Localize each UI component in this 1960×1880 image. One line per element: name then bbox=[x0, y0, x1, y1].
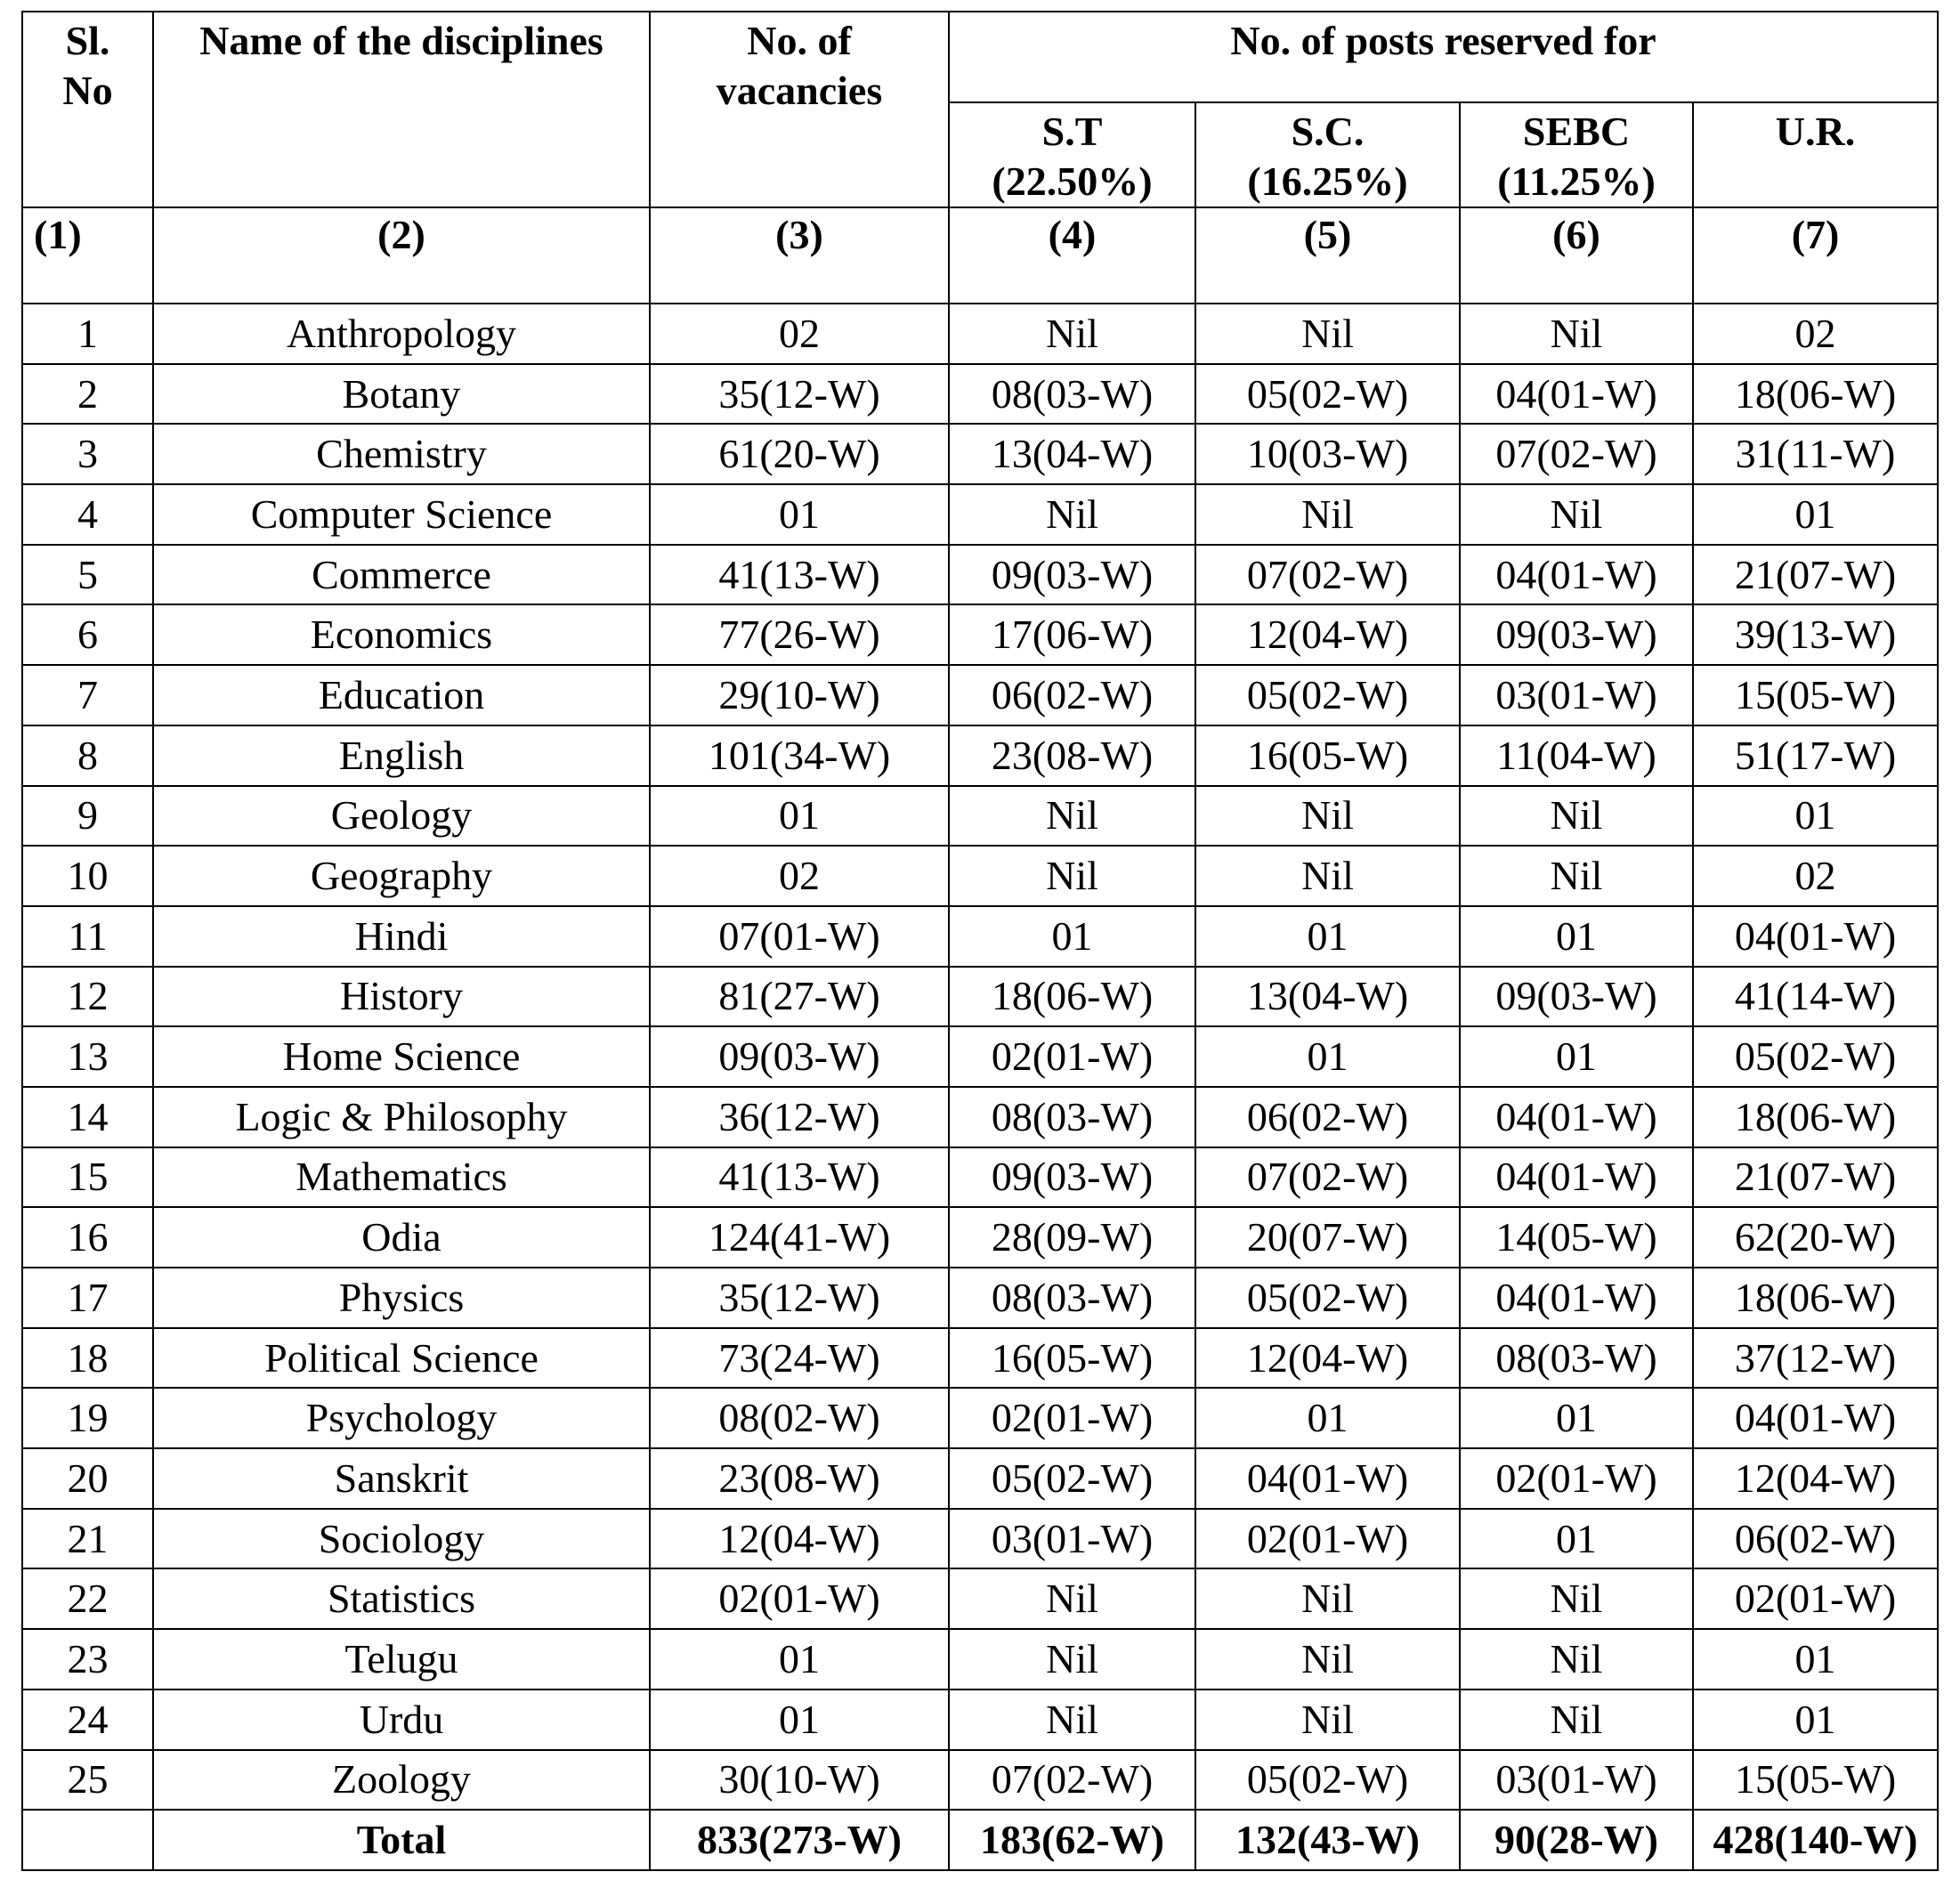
sebc-cell: 04(01-W) bbox=[1460, 364, 1693, 425]
vacancies-cell: 41(13-W) bbox=[650, 545, 949, 605]
total-sl-no-cell bbox=[22, 1810, 153, 1870]
vacancies-cell: 101(34-W) bbox=[650, 725, 949, 786]
ur-cell: 02 bbox=[1693, 846, 1938, 906]
total-st-cell: 183(62-W) bbox=[949, 1810, 1195, 1870]
ur-cell: 18(06-W) bbox=[1693, 364, 1938, 425]
header-ur: U.R. bbox=[1693, 102, 1938, 207]
discipline-cell: Hindi bbox=[153, 906, 650, 967]
vacancies-cell: 124(41-W) bbox=[650, 1207, 949, 1268]
sebc-cell: 11(04-W) bbox=[1460, 725, 1693, 786]
sl-no-cell: 2 bbox=[22, 364, 153, 425]
st-cell: 17(06-W) bbox=[949, 604, 1195, 665]
sc-cell: 10(03-W) bbox=[1195, 424, 1460, 484]
sebc-cell: 01 bbox=[1460, 906, 1693, 967]
sc-cell: 06(02-W) bbox=[1195, 1087, 1460, 1147]
sc-cell: 01 bbox=[1195, 1026, 1460, 1087]
vacancies-cell: 36(12-W) bbox=[650, 1087, 949, 1147]
sl-no-cell: 15 bbox=[22, 1147, 153, 1208]
ur-cell: 31(11-W) bbox=[1693, 424, 1938, 484]
ur-cell: 18(06-W) bbox=[1693, 1268, 1938, 1328]
total-sebc-cell: 90(28-W) bbox=[1460, 1810, 1693, 1870]
col-number: (6) bbox=[1460, 207, 1693, 304]
sl-no-cell: 1 bbox=[22, 304, 153, 364]
st-cell: 18(06-W) bbox=[949, 967, 1195, 1027]
ur-cell: 05(02-W) bbox=[1693, 1026, 1938, 1087]
ur-cell: 02(01-W) bbox=[1693, 1568, 1938, 1629]
vacancies-cell: 41(13-W) bbox=[650, 1147, 949, 1208]
vacancies-cell: 73(24-W) bbox=[650, 1328, 949, 1389]
sl-no-cell: 20 bbox=[22, 1448, 153, 1509]
discipline-cell: Computer Science bbox=[153, 484, 650, 545]
table-row bbox=[22, 725, 1938, 786]
table-row bbox=[22, 786, 1938, 847]
vacancies-cell: 29(10-W) bbox=[650, 665, 949, 725]
sl-no-cell: 7 bbox=[22, 665, 153, 725]
sl-no-cell: 5 bbox=[22, 545, 153, 605]
sc-cell: Nil bbox=[1195, 786, 1460, 847]
discipline-cell: Logic & Philosophy bbox=[153, 1087, 650, 1147]
sebc-cell: 09(03-W) bbox=[1460, 604, 1693, 665]
table-row bbox=[22, 1568, 1938, 1629]
sc-cell: 12(04-W) bbox=[1195, 1328, 1460, 1389]
sebc-cell: 07(02-W) bbox=[1460, 424, 1693, 484]
col-number: (7) bbox=[1693, 207, 1938, 304]
header-st: S.T (22.50%) bbox=[949, 102, 1195, 207]
total-row bbox=[22, 1810, 1938, 1870]
sebc-cell: Nil bbox=[1460, 304, 1693, 364]
vacancies-cell: 09(03-W) bbox=[650, 1026, 949, 1087]
sc-cell: Nil bbox=[1195, 1690, 1460, 1750]
header-sl-no: Sl. No bbox=[22, 12, 153, 207]
vacancy-reservation-table bbox=[21, 11, 1939, 1871]
sc-cell: 02(01-W) bbox=[1195, 1509, 1460, 1569]
sl-no-cell: 9 bbox=[22, 786, 153, 847]
total-vacancies-cell: 833(273-W) bbox=[650, 1810, 949, 1870]
table-row bbox=[22, 364, 1938, 425]
vacancies-cell: 02 bbox=[650, 846, 949, 906]
sc-cell: 01 bbox=[1195, 906, 1460, 967]
discipline-cell: Chemistry bbox=[153, 424, 650, 484]
discipline-cell: Commerce bbox=[153, 545, 650, 605]
ur-cell: 15(05-W) bbox=[1693, 665, 1938, 725]
st-cell: 08(03-W) bbox=[949, 364, 1195, 425]
sebc-cell: 01 bbox=[1460, 1026, 1693, 1087]
sc-cell: 05(02-W) bbox=[1195, 364, 1460, 425]
sc-cell: 13(04-W) bbox=[1195, 967, 1460, 1027]
sebc-cell: 04(01-W) bbox=[1460, 1147, 1693, 1208]
header-vacancies: No. of vacancies bbox=[650, 12, 949, 207]
vacancies-cell: 77(26-W) bbox=[650, 604, 949, 665]
discipline-cell: Urdu bbox=[153, 1690, 650, 1750]
discipline-cell: Botany bbox=[153, 364, 650, 425]
sl-no-cell: 12 bbox=[22, 967, 153, 1027]
st-cell: 28(09-W) bbox=[949, 1207, 1195, 1268]
st-cell: 23(08-W) bbox=[949, 725, 1195, 786]
st-cell: 03(01-W) bbox=[949, 1509, 1195, 1569]
table-row bbox=[22, 665, 1938, 725]
table-row bbox=[22, 484, 1938, 545]
vacancies-cell: 35(12-W) bbox=[650, 1268, 949, 1328]
st-cell: Nil bbox=[949, 1629, 1195, 1690]
table-row bbox=[22, 1388, 1938, 1448]
sc-cell: 05(02-W) bbox=[1195, 1750, 1460, 1811]
sc-cell: 16(05-W) bbox=[1195, 725, 1460, 786]
table-row bbox=[22, 1087, 1938, 1147]
sc-cell: Nil bbox=[1195, 1629, 1460, 1690]
col-number: (4) bbox=[949, 207, 1195, 304]
sl-no-cell: 4 bbox=[22, 484, 153, 545]
col-number: (3) bbox=[650, 207, 949, 304]
ur-cell: 01 bbox=[1693, 1690, 1938, 1750]
sl-no-cell: 19 bbox=[22, 1388, 153, 1448]
sc-cell: 04(01-W) bbox=[1195, 1448, 1460, 1509]
sl-no-cell: 23 bbox=[22, 1629, 153, 1690]
st-cell: Nil bbox=[949, 304, 1195, 364]
ur-cell: 62(20-W) bbox=[1693, 1207, 1938, 1268]
table-row bbox=[22, 424, 1938, 484]
st-cell: 09(03-W) bbox=[949, 1147, 1195, 1208]
table-row bbox=[22, 846, 1938, 906]
sl-no-cell: 11 bbox=[22, 906, 153, 967]
ur-cell: 02 bbox=[1693, 304, 1938, 364]
sebc-cell: Nil bbox=[1460, 1629, 1693, 1690]
sl-no-cell: 6 bbox=[22, 604, 153, 665]
discipline-cell: Economics bbox=[153, 604, 650, 665]
vacancies-cell: 01 bbox=[650, 1690, 949, 1750]
vacancies-cell: 23(08-W) bbox=[650, 1448, 949, 1509]
ur-cell: 12(04-W) bbox=[1693, 1448, 1938, 1509]
discipline-cell: Education bbox=[153, 665, 650, 725]
header-reserved-for: No. of posts reserved for bbox=[949, 12, 1938, 102]
st-cell: 13(04-W) bbox=[949, 424, 1195, 484]
discipline-cell: Odia bbox=[153, 1207, 650, 1268]
vacancies-cell: 01 bbox=[650, 786, 949, 847]
sc-cell: 07(02-W) bbox=[1195, 1147, 1460, 1208]
sl-no-cell: 14 bbox=[22, 1087, 153, 1147]
ur-cell: 21(07-W) bbox=[1693, 545, 1938, 605]
discipline-cell: Zoology bbox=[153, 1750, 650, 1811]
table-row bbox=[22, 906, 1938, 967]
ur-cell: 21(07-W) bbox=[1693, 1147, 1938, 1208]
vacancies-cell: 02 bbox=[650, 304, 949, 364]
sl-no-cell: 18 bbox=[22, 1328, 153, 1389]
sl-no-cell: 3 bbox=[22, 424, 153, 484]
total-sc-cell: 132(43-W) bbox=[1195, 1810, 1460, 1870]
discipline-cell: Sociology bbox=[153, 1509, 650, 1569]
vacancies-cell: 35(12-W) bbox=[650, 364, 949, 425]
ur-cell: 01 bbox=[1693, 1629, 1938, 1690]
ur-cell: 01 bbox=[1693, 786, 1938, 847]
sl-no-cell: 22 bbox=[22, 1568, 153, 1629]
st-cell: 08(03-W) bbox=[949, 1268, 1195, 1328]
discipline-cell: Mathematics bbox=[153, 1147, 650, 1208]
sl-no-cell: 24 bbox=[22, 1690, 153, 1750]
ur-cell: 39(13-W) bbox=[1693, 604, 1938, 665]
st-cell: 01 bbox=[949, 906, 1195, 967]
sl-no-cell: 17 bbox=[22, 1268, 153, 1328]
table-row bbox=[22, 545, 1938, 605]
ur-cell: 01 bbox=[1693, 484, 1938, 545]
st-cell: 06(02-W) bbox=[949, 665, 1195, 725]
total-ur-cell: 428(140-W) bbox=[1693, 1810, 1938, 1870]
table-row bbox=[22, 967, 1938, 1027]
col-number: (1) bbox=[22, 207, 153, 304]
sebc-cell: 03(01-W) bbox=[1460, 665, 1693, 725]
sc-cell: 20(07-W) bbox=[1195, 1207, 1460, 1268]
ur-cell: 04(01-W) bbox=[1693, 1388, 1938, 1448]
sl-no-cell: 13 bbox=[22, 1026, 153, 1087]
table-row bbox=[22, 604, 1938, 665]
vacancies-cell: 30(10-W) bbox=[650, 1750, 949, 1811]
discipline-cell: Sanskrit bbox=[153, 1448, 650, 1509]
sebc-cell: Nil bbox=[1460, 786, 1693, 847]
vacancies-cell: 61(20-W) bbox=[650, 424, 949, 484]
sl-no-cell: 8 bbox=[22, 725, 153, 786]
table-row bbox=[22, 1448, 1938, 1509]
st-cell: 05(02-W) bbox=[949, 1448, 1195, 1509]
sebc-cell: 04(01-W) bbox=[1460, 545, 1693, 605]
discipline-cell: History bbox=[153, 967, 650, 1027]
st-cell: 09(03-W) bbox=[949, 545, 1195, 605]
sebc-cell: Nil bbox=[1460, 1568, 1693, 1629]
vacancies-cell: 81(27-W) bbox=[650, 967, 949, 1027]
ur-cell: 37(12-W) bbox=[1693, 1328, 1938, 1389]
sl-no-cell: 16 bbox=[22, 1207, 153, 1268]
sebc-cell: 02(01-W) bbox=[1460, 1448, 1693, 1509]
vacancies-cell: 08(02-W) bbox=[650, 1388, 949, 1448]
sc-cell: 05(02-W) bbox=[1195, 665, 1460, 725]
sebc-cell: 09(03-W) bbox=[1460, 967, 1693, 1027]
sebc-cell: 03(01-W) bbox=[1460, 1750, 1693, 1811]
sc-cell: 05(02-W) bbox=[1195, 1268, 1460, 1328]
discipline-cell: Telugu bbox=[153, 1629, 650, 1690]
st-cell: 08(03-W) bbox=[949, 1087, 1195, 1147]
total-discipline-cell: Total bbox=[153, 1810, 650, 1870]
discipline-cell: Home Science bbox=[153, 1026, 650, 1087]
sebc-cell: Nil bbox=[1460, 846, 1693, 906]
ur-cell: 41(14-W) bbox=[1693, 967, 1938, 1027]
sebc-cell: 14(05-W) bbox=[1460, 1207, 1693, 1268]
sl-no-cell: 25 bbox=[22, 1750, 153, 1811]
sebc-cell: 04(01-W) bbox=[1460, 1268, 1693, 1328]
st-cell: Nil bbox=[949, 786, 1195, 847]
table-row bbox=[22, 1629, 1938, 1690]
vacancies-cell: 01 bbox=[650, 1629, 949, 1690]
st-cell: 02(01-W) bbox=[949, 1026, 1195, 1087]
sebc-cell: 08(03-W) bbox=[1460, 1328, 1693, 1389]
vacancies-cell: 02(01-W) bbox=[650, 1568, 949, 1629]
table-row bbox=[22, 1268, 1938, 1328]
sc-cell: 07(02-W) bbox=[1195, 545, 1460, 605]
sebc-cell: 01 bbox=[1460, 1388, 1693, 1448]
header-discipline: Name of the disciplines bbox=[153, 12, 650, 207]
sebc-cell: Nil bbox=[1460, 1690, 1693, 1750]
sc-cell: Nil bbox=[1195, 1568, 1460, 1629]
sl-no-cell: 21 bbox=[22, 1509, 153, 1569]
sc-cell: Nil bbox=[1195, 304, 1460, 364]
sc-cell: Nil bbox=[1195, 484, 1460, 545]
sl-no-cell: 10 bbox=[22, 846, 153, 906]
ur-cell: 04(01-W) bbox=[1693, 906, 1938, 967]
sc-cell: 12(04-W) bbox=[1195, 604, 1460, 665]
discipline-cell: Statistics bbox=[153, 1568, 650, 1629]
header-sc: S.C. (16.25%) bbox=[1195, 102, 1460, 207]
vacancies-cell: 07(01-W) bbox=[650, 906, 949, 967]
col-number: (2) bbox=[153, 207, 650, 304]
ur-cell: 51(17-W) bbox=[1693, 725, 1938, 786]
st-cell: Nil bbox=[949, 846, 1195, 906]
table-row bbox=[22, 1147, 1938, 1208]
st-cell: Nil bbox=[949, 484, 1195, 545]
discipline-cell: Geography bbox=[153, 846, 650, 906]
sebc-cell: 04(01-W) bbox=[1460, 1087, 1693, 1147]
header-sebc: SEBC (11.25%) bbox=[1460, 102, 1693, 207]
sebc-cell: Nil bbox=[1460, 484, 1693, 545]
ur-cell: 06(02-W) bbox=[1693, 1509, 1938, 1569]
table-row bbox=[22, 1509, 1938, 1569]
table-row bbox=[22, 1690, 1938, 1750]
discipline-cell: Anthropology bbox=[153, 304, 650, 364]
st-cell: 16(05-W) bbox=[949, 1328, 1195, 1389]
st-cell: Nil bbox=[949, 1690, 1195, 1750]
discipline-cell: Physics bbox=[153, 1268, 650, 1328]
vacancies-cell: 12(04-W) bbox=[650, 1509, 949, 1569]
discipline-cell: Political Science bbox=[153, 1328, 650, 1389]
vacancies-cell: 01 bbox=[650, 484, 949, 545]
table-row bbox=[22, 1026, 1938, 1087]
st-cell: 02(01-W) bbox=[949, 1388, 1195, 1448]
table-row bbox=[22, 1207, 1938, 1268]
table-body bbox=[22, 304, 1938, 1870]
st-cell: Nil bbox=[949, 1568, 1195, 1629]
discipline-cell: English bbox=[153, 725, 650, 786]
st-cell: 07(02-W) bbox=[949, 1750, 1195, 1811]
discipline-cell: Psychology bbox=[153, 1388, 650, 1448]
sc-cell: Nil bbox=[1195, 846, 1460, 906]
sebc-cell: 01 bbox=[1460, 1509, 1693, 1569]
table-row bbox=[22, 1328, 1938, 1389]
sc-cell: 01 bbox=[1195, 1388, 1460, 1448]
table-row bbox=[22, 1750, 1938, 1811]
discipline-cell: Geology bbox=[153, 786, 650, 847]
ur-cell: 15(05-W) bbox=[1693, 1750, 1938, 1811]
ur-cell: 18(06-W) bbox=[1693, 1087, 1938, 1147]
table-row bbox=[22, 304, 1938, 364]
col-number: (5) bbox=[1195, 207, 1460, 304]
